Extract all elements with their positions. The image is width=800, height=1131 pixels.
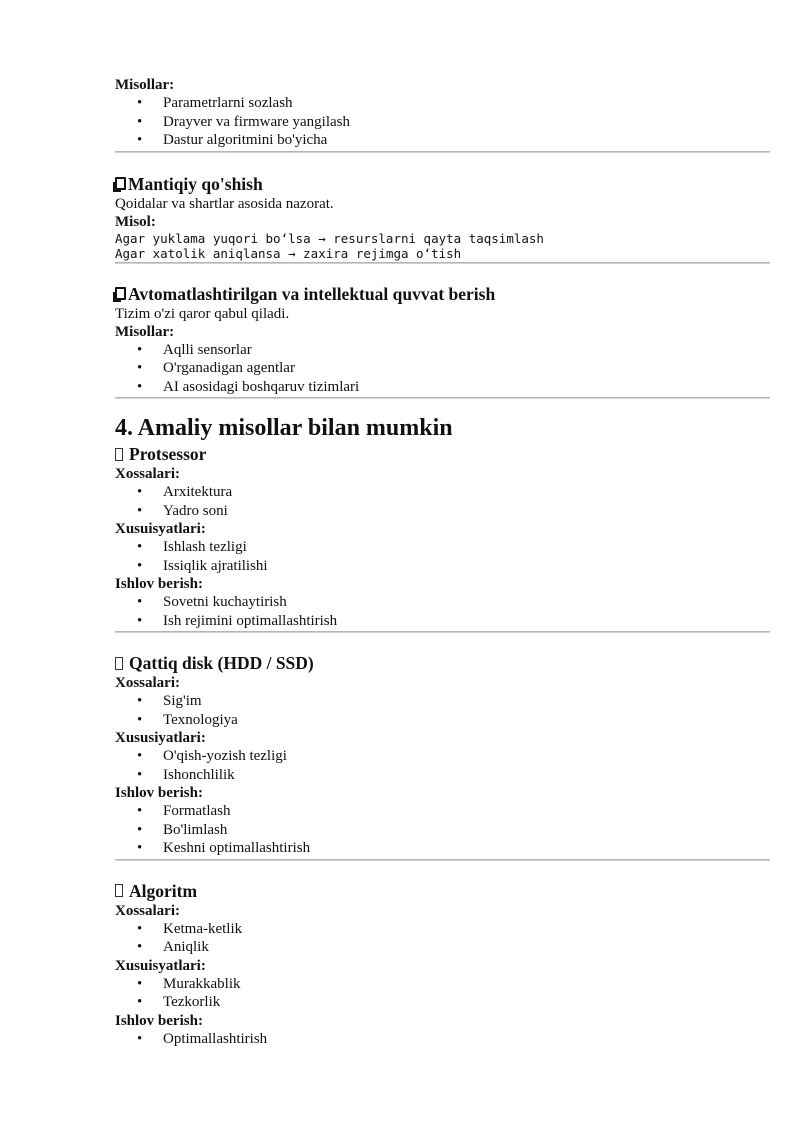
ishlov-label: Ishlov berish: <box>115 576 203 592</box>
list-item: • O'rganadigan agentlar <box>115 359 770 378</box>
list-item: • Ishlash tezligi <box>115 538 770 557</box>
list-item: • Dastur algoritmini bo'yicha <box>115 131 770 150</box>
xususiyatlari-list <box>115 538 770 575</box>
list-item: • Formatlash <box>115 802 770 821</box>
ishlov-label: Ishlov berish: <box>115 1012 203 1029</box>
list-item: • Optimallashtirish <box>115 1030 770 1049</box>
missing-glyph-icon <box>115 884 123 897</box>
section-heading-mantiqiy <box>115 173 770 195</box>
list-item: • Sig'im <box>115 692 770 711</box>
missing-glyph-icon <box>115 657 123 670</box>
list-item: • Texnologiya <box>115 711 770 730</box>
section-4-title: 4. Amaliy misollar bilan mumkin <box>115 415 453 441</box>
list-item: • Bo'limlash <box>115 821 770 840</box>
intro-label: Misollar: <box>115 77 175 93</box>
list-item: • Issiqlik ajratilishi <box>115 557 770 576</box>
xossalari-label: Xossalari: <box>115 675 180 691</box>
list-item: • Ketma-ketlik <box>115 920 770 939</box>
missing-glyph-icon <box>115 448 123 461</box>
code-line: Agar xatolik aniqlansa → zaxira rejimga oʻtish <box>115 245 462 261</box>
ishlov-list <box>115 802 770 858</box>
section-heading-protsessor <box>115 443 770 465</box>
section-title: Protsessor <box>129 444 207 464</box>
section-heading-algoritm <box>115 880 770 902</box>
xususiyatlari-label: Xusuisyatlari: <box>115 521 206 537</box>
list-item: • O'qish-yozish tezligi <box>115 747 770 766</box>
avto-list <box>115 341 770 397</box>
list-item: • AI asosidagi boshqaruv tizimlari <box>115 378 770 397</box>
example-label: Misol: <box>115 213 156 230</box>
list-item: • Aniqlik <box>115 938 770 957</box>
checkbox-icon <box>115 287 126 300</box>
xossalari-list <box>115 920 770 957</box>
ishlov-list <box>115 593 770 630</box>
section-heading-disk <box>115 652 770 674</box>
xususiyatlari-list <box>115 975 770 1012</box>
xossalari-label: Xossalari: <box>115 466 180 482</box>
list-item: • Parametrlarni sozlash <box>115 94 770 113</box>
ishlov-list <box>115 1030 770 1049</box>
document-page <box>115 76 770 1048</box>
code-block <box>115 231 770 261</box>
section-title: Avtomatlashtirilgan va intellektual quvvat berish <box>128 283 496 304</box>
xossalari-list <box>115 483 770 520</box>
intro-list <box>115 94 770 150</box>
checkbox-icon <box>115 177 126 190</box>
list-item: • Yadro soni <box>115 502 770 521</box>
xususiyatlari-list <box>115 747 770 784</box>
list-item: • Drayver va firmware yangilash <box>115 113 770 132</box>
section-heading-avto <box>115 283 770 305</box>
examples-label: Misollar: <box>115 323 175 340</box>
xususiyatlari-label: Xususiyatlari: <box>115 730 206 746</box>
ishlov-label: Ishlov berish: <box>115 785 203 801</box>
list-item: • Tezkorlik <box>115 993 770 1012</box>
list-item: • Ishonchlilik <box>115 766 770 785</box>
section-description: Tizim o'zi qaror qabul qiladi. <box>115 305 290 322</box>
code-line: Agar yuklama yuqori boʻlsa → resurslarni qayta taqsimlash <box>115 230 544 246</box>
list-item: • Aqlli sensorlar <box>115 341 770 360</box>
list-item: • Ish rejimini optimallashtirish <box>115 612 770 631</box>
list-item: • Keshni optimallashtirish <box>115 839 770 858</box>
section-description: Qoidalar va shartlar asosida nazorat. <box>115 195 334 212</box>
section-title: Qattiq disk (HDD / SSD) <box>129 653 314 673</box>
list-item: • Arxitektura <box>115 483 770 502</box>
section-title: Algoritm <box>129 880 198 901</box>
xususiyatlari-label: Xusuisyatlari: <box>115 957 206 974</box>
list-item: • Sovetni kuchaytirish <box>115 593 770 612</box>
xossalari-list <box>115 692 770 729</box>
section-title: Mantiqiy qo'shish <box>128 173 263 194</box>
list-item: • Murakkablik <box>115 975 770 994</box>
xossalari-label: Xossalari: <box>115 902 180 919</box>
